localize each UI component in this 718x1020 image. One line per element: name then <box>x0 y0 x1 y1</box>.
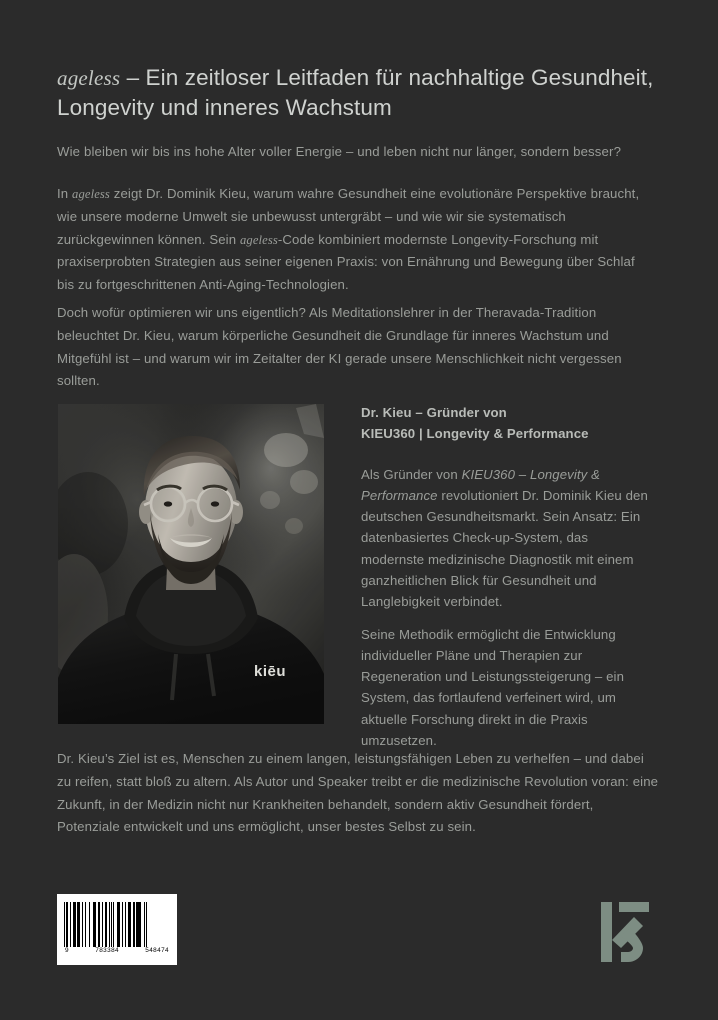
barcode-bar <box>147 902 148 947</box>
brand-name-ageless: ageless <box>57 66 121 90</box>
barcode-group-left: 783384 <box>95 947 119 954</box>
svg-text:kiēu: kiēu <box>254 663 287 680</box>
publisher-logo <box>599 896 651 964</box>
body-paragraph-1 <box>57 183 649 297</box>
par1-segment-a: In <box>57 186 73 201</box>
par1-segment-c: -Code kombiniert modernste Longevity-Forschung mit praxiserprobten Strategien aus seiner eigenen Praxis: von Ernährung und Bewegung über Schlaf bis zu fortgeschrittenen Anti-Aging-Technologien. <box>57 231 635 293</box>
k-macron-logo-icon <box>599 896 651 964</box>
page-title <box>57 63 657 123</box>
brand-name-ageless-inline-2: ageless <box>239 232 278 247</box>
par1-segment-b: zeigt Dr. Dominik Kieu, warum wahre Gesundheit eine evolutionäre Perspektive braucht, wie unsere moderne Umwelt sie unbewusst untergräbt – und wie wir sie systematisch zurückgewinnen können. Sein <box>57 186 640 247</box>
lead-question: Wie bleiben wir bis ins hohe Alter voller Energie – und leben nicht nur länger, sondern besser? <box>57 144 622 159</box>
body-paragraph-2: Doch wofür optimieren wir uns eigentlich? Als Meditationslehrer in der Theravada-Tradition beleuchtet Dr. Kieu, warum körperliche Gesundheit die Grundlage für inneres Wachstum und Mitgefühl ist – und warum wir im Zeitalter der KI gerade unsere Menschlichkeit nicht vergessen sollten. <box>57 305 622 389</box>
barcode-group-right: 548474 <box>145 947 169 954</box>
author-photo <box>58 404 324 724</box>
barcode-bars <box>64 902 170 947</box>
page-title-rest: – Ein zeitloser Leitfaden für nachhaltige Gesundheit, Longevity und inneres Wachstum <box>57 65 654 121</box>
bio1-segment-b: revolutioniert Dr. Dominik Kieu den deutschen Gesundheitsmarkt. Sein Ansatz: Ein datenbasiertes Check-up-System, das modernste medizinische Diagnostik mit einem ganzheitlichen Blick für Gesundheit und Langlebigkeit verbindet. <box>361 488 648 609</box>
author-bio-paragraph-1 <box>361 464 653 612</box>
author-heading <box>361 402 651 445</box>
author-heading-line-1: Dr. Kieu – Gründer von <box>361 405 507 420</box>
author-heading-line-2: KIEU360 | Longevity & Performance <box>361 426 589 442</box>
bio1-segment-a: Als Gründer von <box>361 467 462 482</box>
barcode-digits <box>64 947 170 954</box>
barcode-digit-lead: 9 <box>65 947 69 954</box>
isbn-barcode <box>57 894 177 965</box>
author-portrait-graphic <box>58 404 324 724</box>
body-paragraph-closing: Dr. Kieu’s Ziel ist es, Menschen zu einem langen, leistungsfähigen Leben zu verhelfen – und dabei zu reifen, statt bloß zu altern. Als Autor und Speaker treibt er die medizinische Revolution voran: eine Zukunft, in der Medizin nicht nur Krankheiten behandelt, sondern aktiv Gesundheit fördert, Potenziale entwickelt und uns ermöglicht, unser bestes Selbst zu sein. <box>57 751 659 835</box>
author-bio-paragraph-2: Seine Methodik ermöglicht die Entwicklung individueller Pläne und Therapien zur Regeneration und Leistungssteigerung – ein System, das fortlaufend verfeinert wird, um aktuelle Forschung direkt in die Praxis umzusetzen. <box>361 627 625 748</box>
brand-name-ageless-inline-1: ageless <box>72 187 110 201</box>
brand-name-kieu360: KIEU360 – Longevity & Performance <box>361 467 601 504</box>
